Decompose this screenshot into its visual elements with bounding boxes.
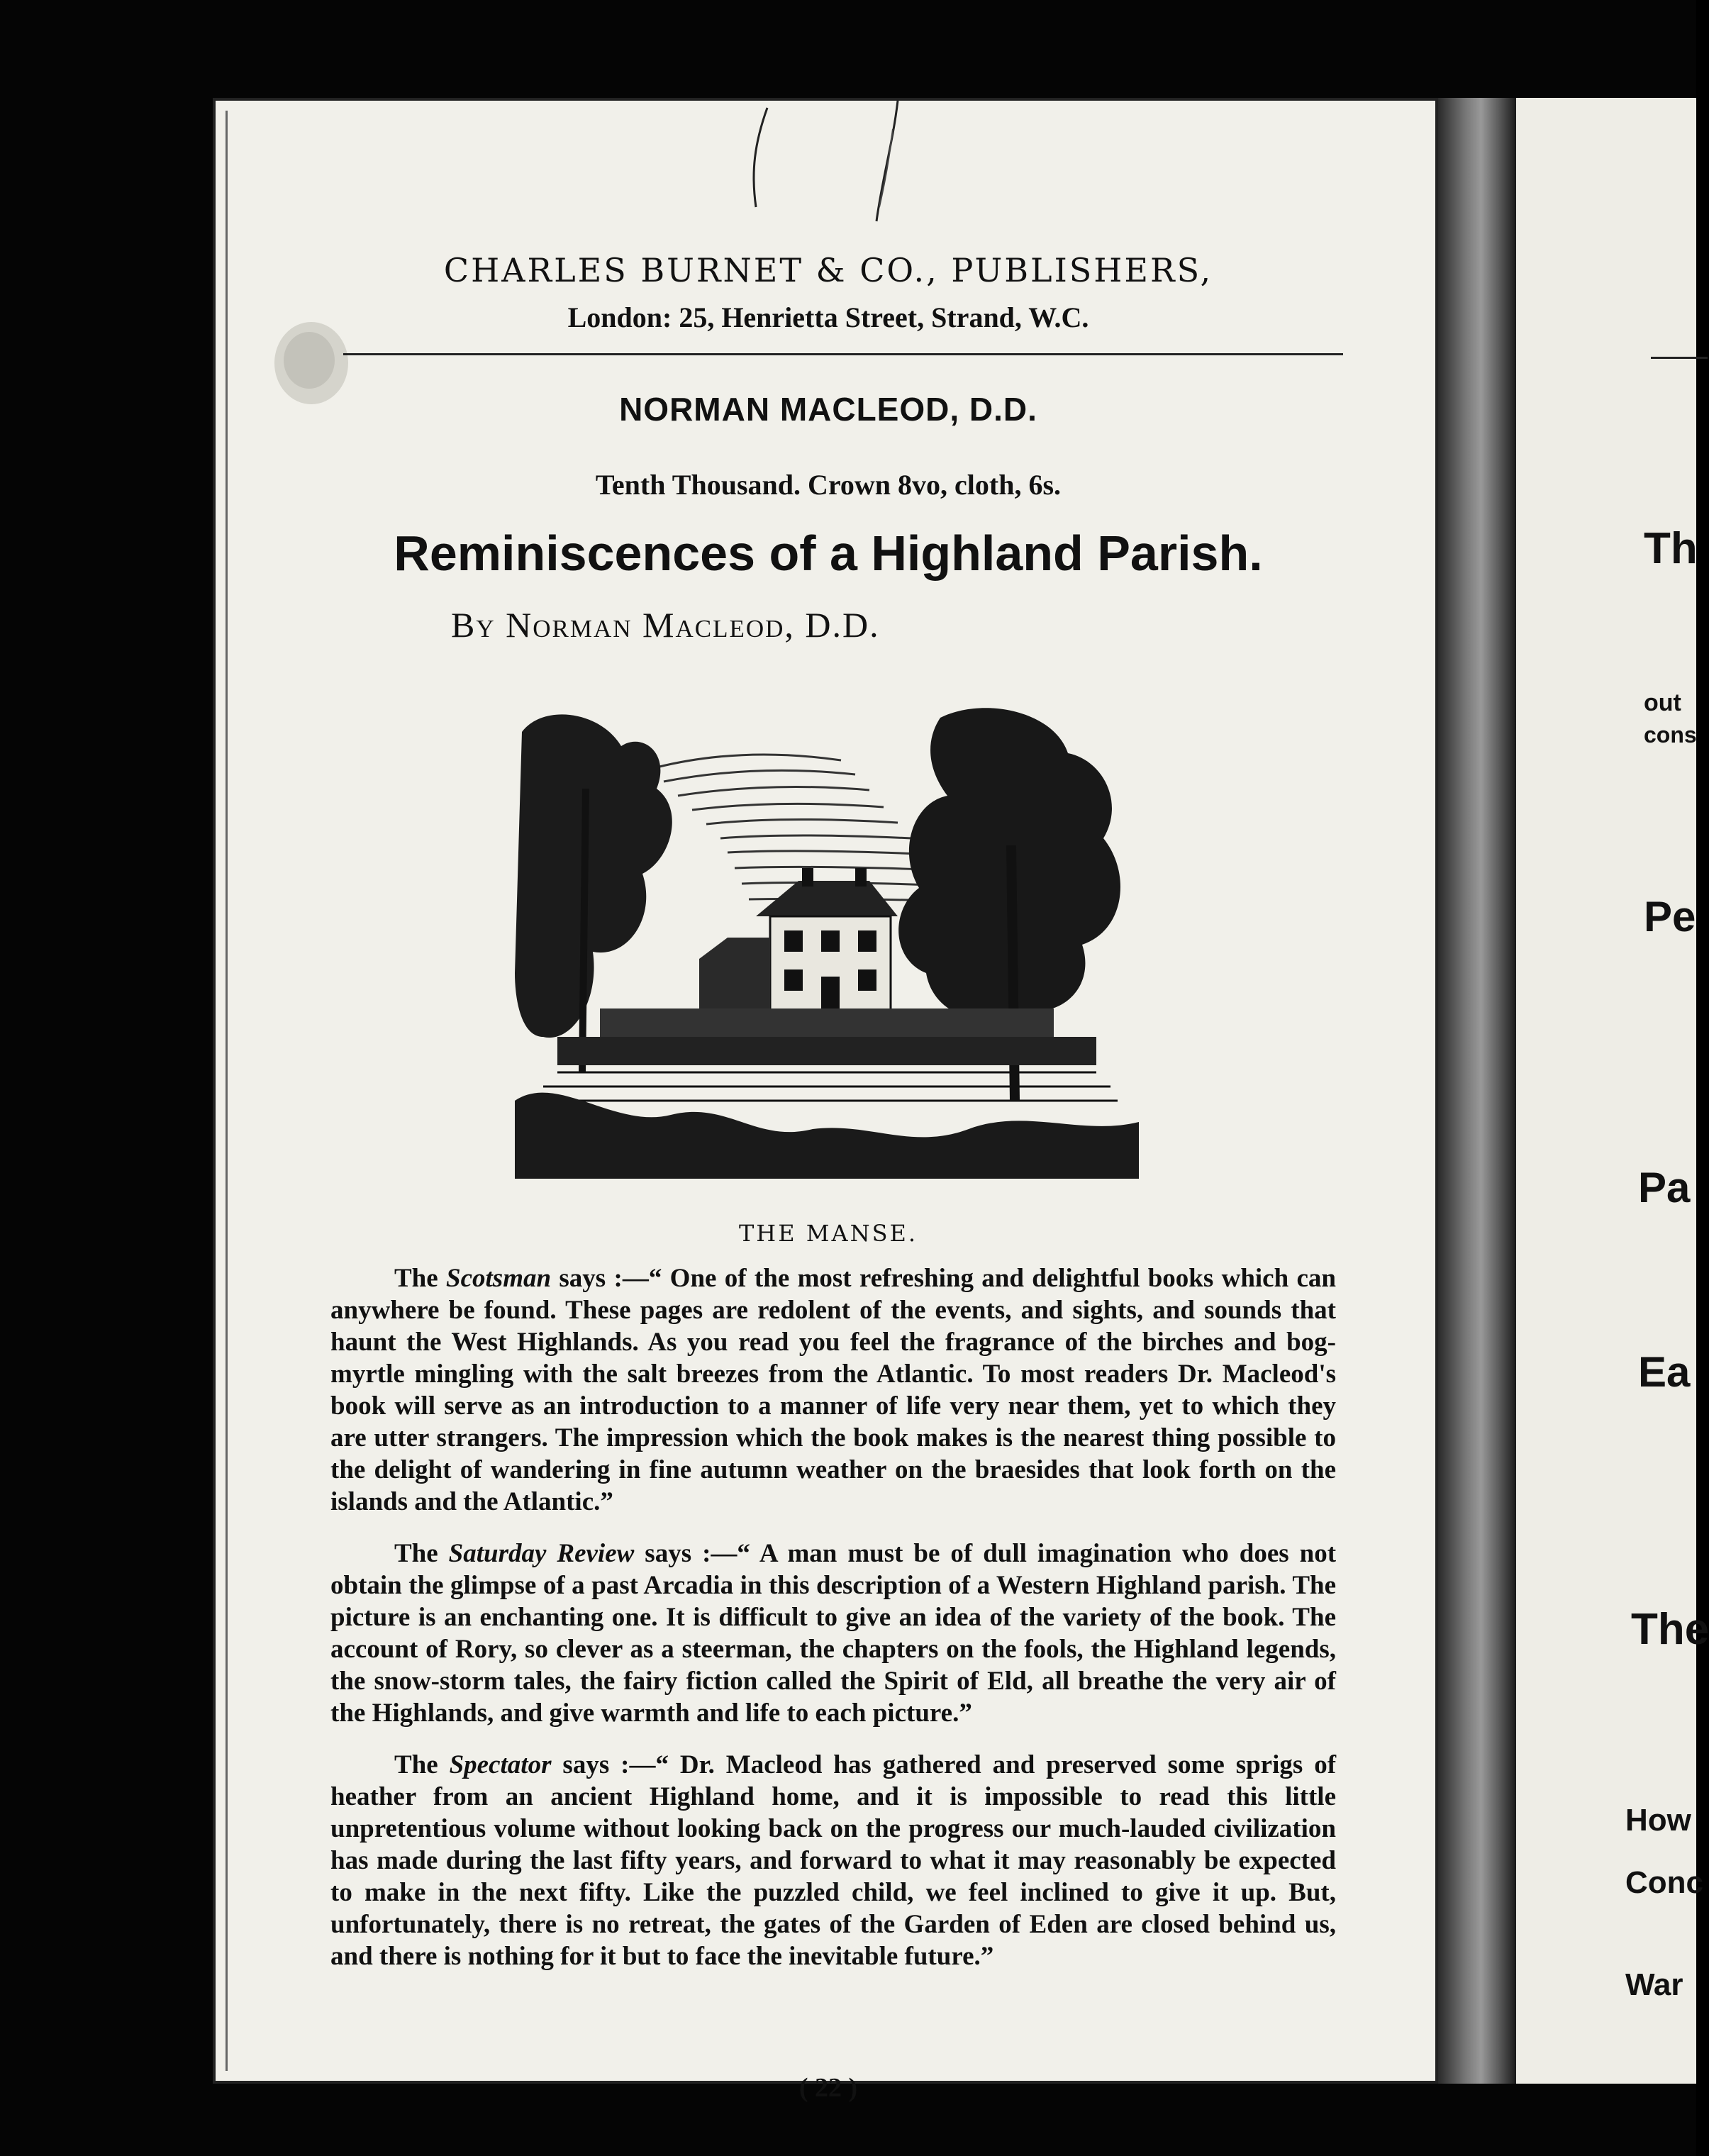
review-lead: The	[394, 1264, 438, 1293]
facing-fragment: out	[1644, 689, 1681, 716]
illustration-caption: THE MANSE.	[738, 1220, 918, 1247]
review-source: Spectator	[449, 1750, 552, 1779]
facing-page	[1516, 98, 1696, 2084]
review-scotsman	[330, 1262, 1336, 1518]
header-rule	[343, 353, 1343, 355]
publisher-name: CHARLES BURNET & CO., PUBLISHERS,	[443, 251, 1213, 289]
facing-fragment: cons	[1644, 722, 1697, 748]
facing-fragment: Ea	[1638, 1348, 1691, 1396]
page-number: ( 22 )	[798, 2073, 858, 2103]
byline: By Norman Macleod, D.D.	[451, 605, 880, 645]
review-lead: The	[394, 1750, 438, 1779]
book-title: Reminiscences of a Highland Parish.	[394, 526, 1263, 581]
reviews-block	[330, 1262, 1336, 1992]
left-page	[213, 98, 1438, 2103]
publisher-address: London: 25, Henrietta Street, Strand, W.C.	[567, 301, 1089, 333]
facing-fragment: Pa	[1638, 1164, 1691, 1211]
facing-fragment: Conc	[1625, 1865, 1703, 1900]
pencil-marks	[712, 101, 925, 228]
facing-fragment: How	[1625, 1803, 1691, 1838]
book-gutter	[1438, 98, 1516, 2084]
manse-engraving	[515, 704, 1139, 1179]
review-saturday	[330, 1538, 1336, 1729]
author-heading: NORMAN MACLEOD, D.D.	[619, 391, 1037, 428]
review-text: says :—“ One of the most refreshing and delightful books which can anywhere be found. These pages are redolent of the events, and sights, and sounds that haunt the West Highlands. As you read you feel the fragrance of the birches and bog-myrtle mingling with the salt breezes from the Atlantic. To most readers Dr. Macleod's book will serve as an introduction to a manner of life very near them, yet to which they are utter strangers. The impression which the book makes is the nearest thing possible to the delight of wandering in fine autumn weather on the braesides that look forth on the islands and the Atlantic.”	[330, 1264, 1337, 1516]
facing-fragment: The	[1631, 1605, 1709, 1654]
review-text: says :—“ Dr. Macleod has gathered and preserved some sprigs of heather from an ancient Highland home, and it is impossible to read this little unpretentious volume without looking back on the progress our much-lauded civilization has made during the last fifty years, and forward to what it may reasonably be expected to make in the next fifty. Like the puzzled child, we feel inclined to give it up. But, unfortunately, there is no retreat, the gates of the Garden of Eden are closed behind us, and there is nothing for it but to face the inevitable future.”	[330, 1750, 1337, 1971]
review-text: says :—“ A man must be of dull imagination who does not obtain the glimpse of a past Arcadia in this description of a Western Highland parish. The picture is an enchanting one. It is difficult to give an idea of the variety of the book. The account of Rory, so clever as a steerman, the chapters on the fools, the Highland legends, the snow-storm tales, the fairy fiction called the Spirit of Eld, all breathe the very air of the Highlands, and give warmth and life to each picture.”	[330, 1539, 1337, 1728]
facing-page-rule	[1651, 357, 1708, 359]
facing-fragment: Pe	[1644, 893, 1696, 940]
review-spectator	[330, 1749, 1336, 1972]
review-source: Scotsman	[446, 1264, 552, 1293]
edition-line: Tenth Thousand. Crown 8vo, cloth, 6s.	[595, 469, 1062, 501]
facing-fragment: War	[1625, 1967, 1683, 2002]
facing-fragment: Th	[1644, 524, 1698, 573]
review-source: Saturday Review	[448, 1539, 635, 1568]
review-lead: The	[394, 1539, 438, 1568]
